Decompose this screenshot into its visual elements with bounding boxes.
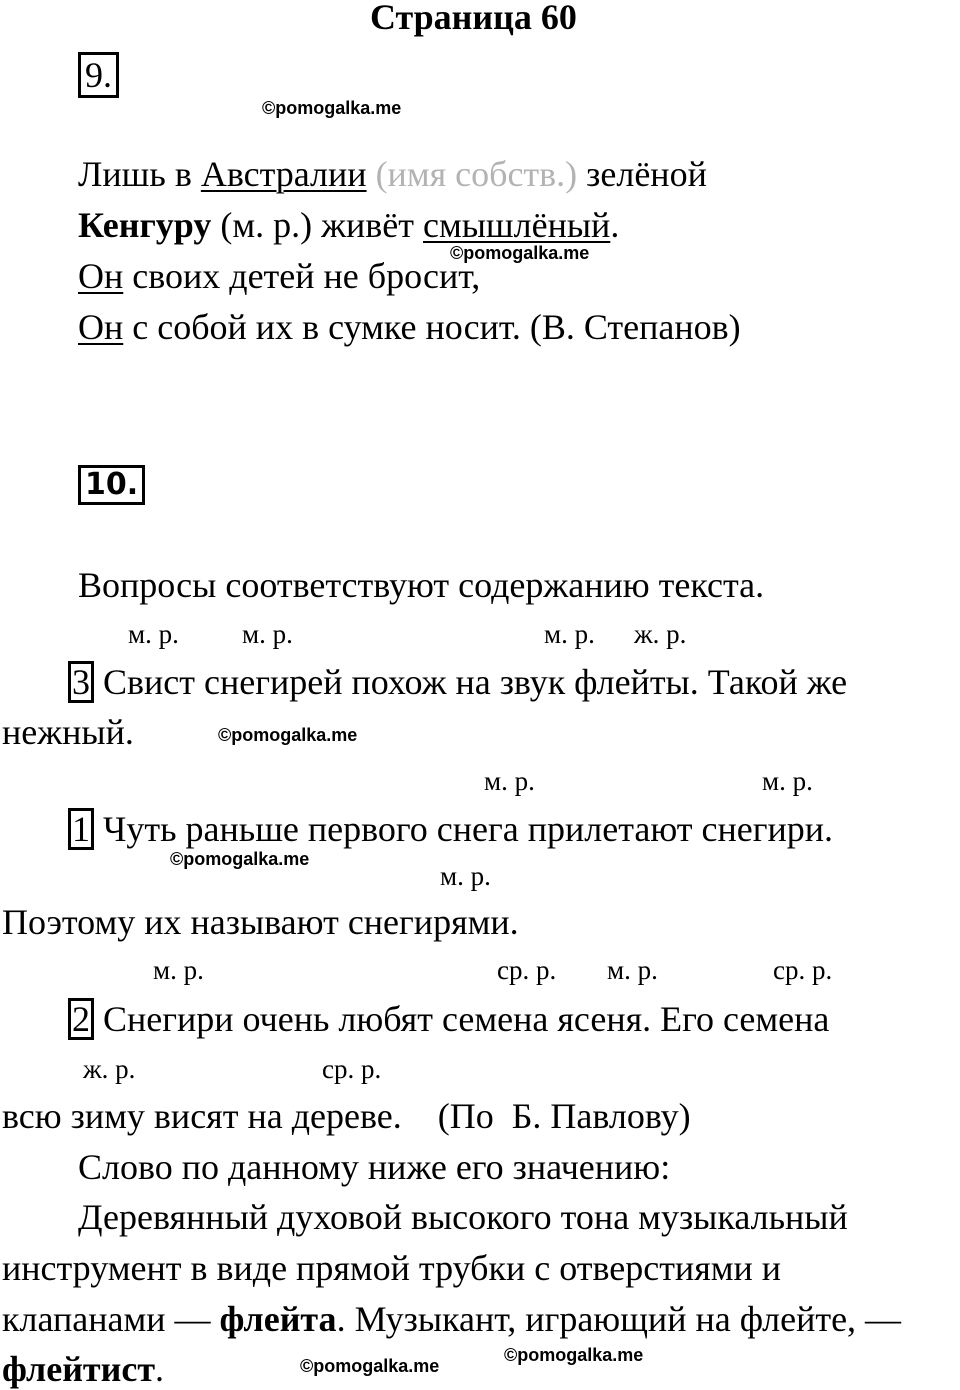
- definition-line-3: клапанами — флейта. Музыкант, играющий на флейте, —: [2, 1299, 902, 1339]
- gender-label: м. р.: [153, 955, 204, 985]
- task-10-number: 10.: [78, 462, 145, 505]
- watermark: ©pomogalka.me: [504, 1345, 644, 1365]
- poem-line-2: Кенгуру (м. р.) живёт смышлёный.: [78, 205, 620, 245]
- watermark: ©pomogalka.me: [262, 98, 402, 118]
- sentence-2: 2 Снегири очень любят семена ясеня. Его семена: [68, 998, 829, 1040]
- sentence-number-box: 3: [68, 661, 94, 703]
- definition-line-2: инструмент в виде прямой трубки с отверстиями и: [2, 1248, 782, 1288]
- definition-line-1: Деревянный духовой высокого тона музыкальный: [78, 1197, 848, 1237]
- sentence-1: 1 Чуть раньше первого снега прилетают снегири.: [68, 808, 833, 850]
- poem-line-3: Он своих детей не бросит,: [78, 256, 481, 296]
- gender-label: м. р.: [607, 955, 658, 985]
- smart-word: смышлёный: [422, 205, 611, 245]
- watermark: ©pomogalka.me: [450, 243, 590, 263]
- sentence-1-cont: Поэтому их называют снегирями.: [2, 902, 519, 942]
- gender-label: м. р.: [544, 619, 595, 649]
- task-10-intro: Вопросы соответствуют содержанию текста.: [78, 565, 765, 605]
- poem-line-1: Лишь в Австралии (имя собств.) зелёной: [78, 154, 707, 194]
- flutist-word: флейтист: [2, 1349, 156, 1389]
- watermark: ©pomogalka.me: [300, 1356, 440, 1376]
- watermark: ©pomogalka.me: [170, 849, 310, 869]
- australia-word: Австралии: [200, 154, 367, 194]
- flute-word: флейта: [219, 1299, 337, 1339]
- gender-label: ср. р.: [773, 955, 833, 985]
- gender-label: ср. р.: [497, 955, 557, 985]
- gender-label: ж. р.: [634, 619, 687, 649]
- gender-label: ж. р.: [83, 1054, 136, 1084]
- sentence-3: 3 Свист снегирей похож на звук флейты. Такой же: [68, 661, 847, 703]
- page-title: Страница 60: [370, 0, 577, 37]
- kangaroo-word: Кенгуру: [78, 205, 212, 245]
- gender-label: м. р.: [440, 861, 491, 891]
- gender-label: м. р.: [762, 766, 813, 796]
- gender-label: м. р.: [128, 619, 179, 649]
- sentence-2-cont: всю зиму висят на дереве. (По Б. Павлову): [2, 1096, 691, 1136]
- sentence-number-box: 1: [68, 808, 94, 850]
- task-9-number: 9.: [78, 52, 119, 98]
- poem-line-4: Он с собой их в сумке носит. (В. Степанов): [78, 307, 741, 347]
- gender-label: м. р.: [484, 766, 535, 796]
- definition-line-4: флейтист.: [2, 1349, 165, 1389]
- proper-noun-note: (имя собств.): [366, 154, 587, 194]
- sentence-3-cont: нежный.: [2, 712, 134, 752]
- gender-label: ср. р.: [322, 1054, 382, 1084]
- watermark: ©pomogalka.me: [218, 725, 358, 745]
- definition-intro: Слово по данному ниже его значению:: [78, 1147, 671, 1187]
- gender-label: м. р.: [242, 619, 293, 649]
- sentence-number-box: 2: [68, 998, 94, 1040]
